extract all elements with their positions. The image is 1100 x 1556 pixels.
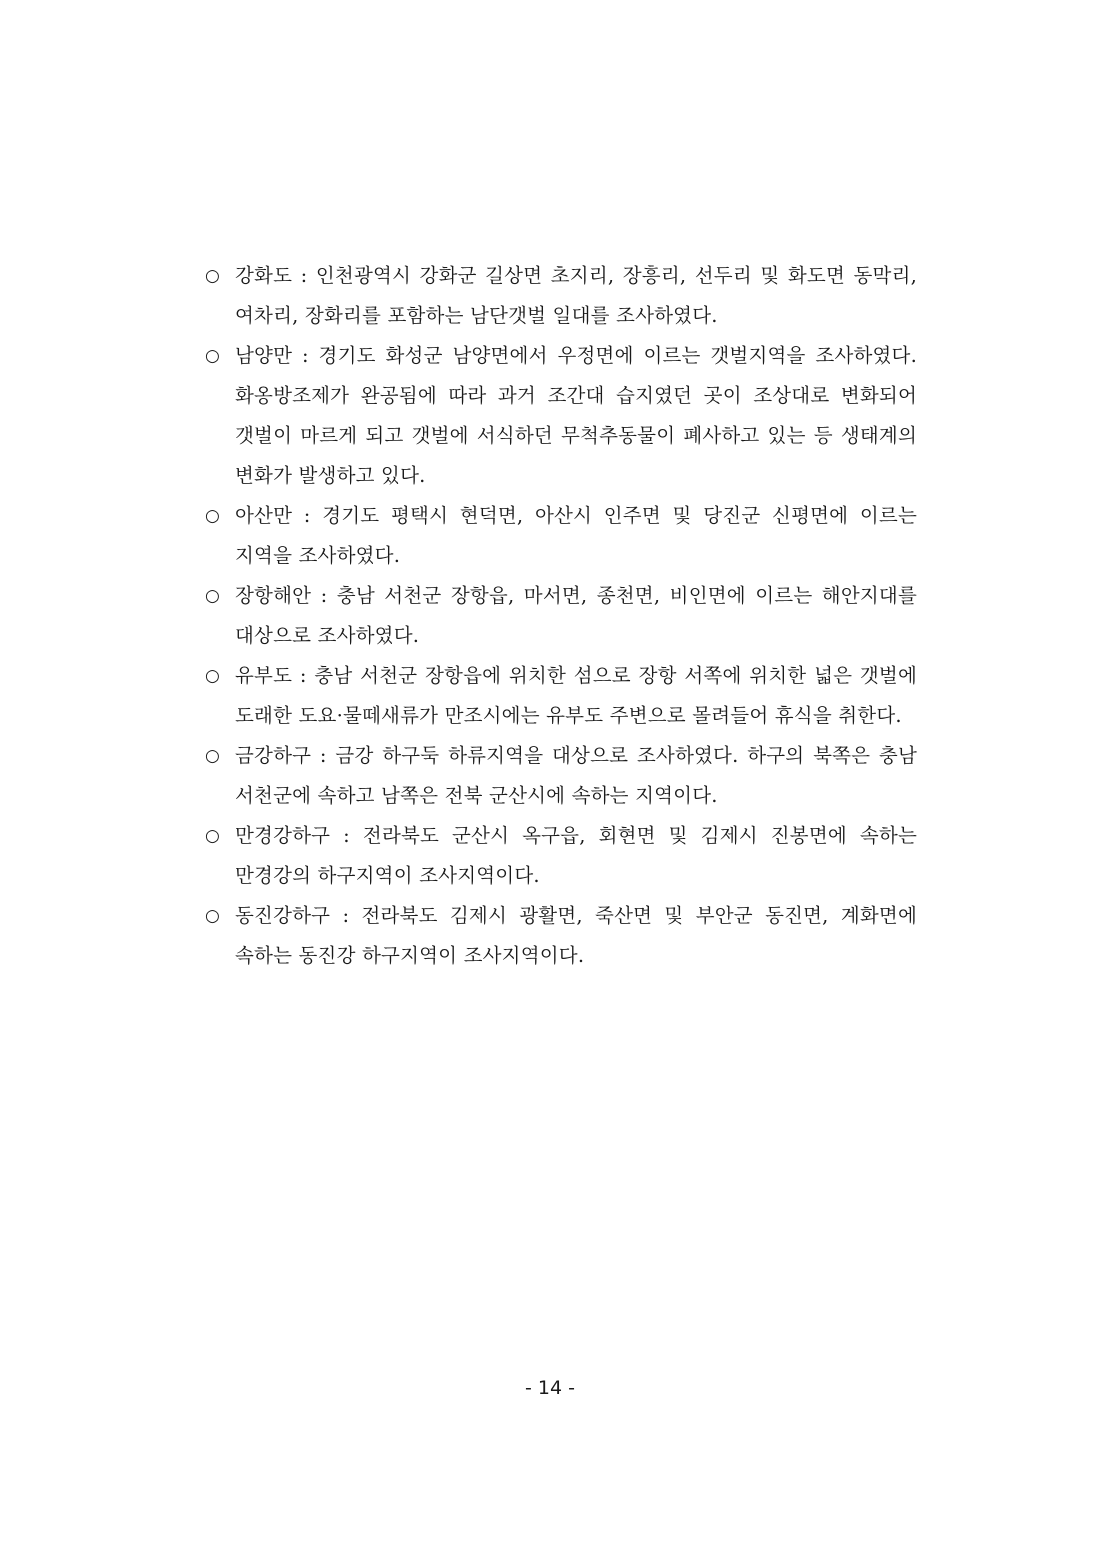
circle-bullet-icon: ○	[205, 666, 220, 686]
list-item-text: 만경강하구 : 전라북도 군산시 옥구읍, 회현면 및 김제시 진봉면에 속하는 만경강의 하구지역이 조사지역이다.	[235, 824, 917, 887]
circle-bullet-icon: ○	[205, 826, 220, 846]
list-item-text: 강화도 : 인천광역시 강화군 길상면 초지리, 장흥리, 선두리 및 화도면 동막리, 여차리, 장화리를 포함하는 남단갯벌 일대를 조사하였다.	[235, 264, 917, 327]
list-item-mangyeonggang-estuary	[205, 816, 917, 896]
list-item-text: 금강하구 : 금강 하구둑 하류지역을 대상으로 조사하였다. 하구의 북쪽은 충남 서천군에 속하고 남쪽은 전북 군산시에 속하는 지역이다.	[235, 744, 917, 807]
circle-bullet-icon: ○	[205, 906, 220, 926]
list-item-dongjingang-estuary	[205, 896, 917, 976]
list-item-asanman	[205, 496, 917, 576]
list-item-text: 유부도 : 충남 서천군 장항읍에 위치한 섬으로 장항 서쪽에 위치한 넓은 갯벌에 도래한 도요·물떼새류가 만조시에는 유부도 주변으로 몰려들어 휴식을 취한다.	[235, 664, 917, 727]
list-item-ganghwado	[205, 256, 917, 336]
list-item-janghang-coast	[205, 576, 917, 656]
circle-bullet-icon: ○	[205, 346, 220, 366]
list-item-text: 남양만 : 경기도 화성군 남양면에서 우정면에 이르는 갯벌지역을 조사하였다. 화옹방조제가 완공됨에 따라 과거 조간대 습지였던 곳이 조상대로 변화되어 갯벌이 마르게 되고 갯벌에 서식하던 무척추동물이 폐사하고 있는 등 생태계의 변화가 발생하고 있다.	[235, 344, 917, 487]
list-item-text: 장항해안 : 충남 서천군 장항읍, 마서면, 종천면, 비인면에 이르는 해안지대를 대상으로 조사하였다.	[235, 584, 917, 647]
circle-bullet-icon: ○	[205, 746, 220, 766]
page-number: - 14 -	[525, 1377, 575, 1399]
list-item-yubudo	[205, 656, 917, 736]
circle-bullet-icon: ○	[205, 266, 220, 286]
survey-site-list	[205, 256, 917, 976]
list-item-geumgang-estuary	[205, 736, 917, 816]
circle-bullet-icon: ○	[205, 506, 220, 526]
circle-bullet-icon: ○	[205, 586, 220, 606]
list-item-text: 동진강하구 : 전라북도 김제시 광활면, 죽산면 및 부안군 동진면, 계화면에 속하는 동진강 하구지역이 조사지역이다.	[235, 904, 917, 967]
list-item-text: 아산만 : 경기도 평택시 현덕면, 아산시 인주면 및 당진군 신평면에 이르는 지역을 조사하였다.	[235, 504, 917, 567]
list-item-namyangman	[205, 336, 917, 496]
